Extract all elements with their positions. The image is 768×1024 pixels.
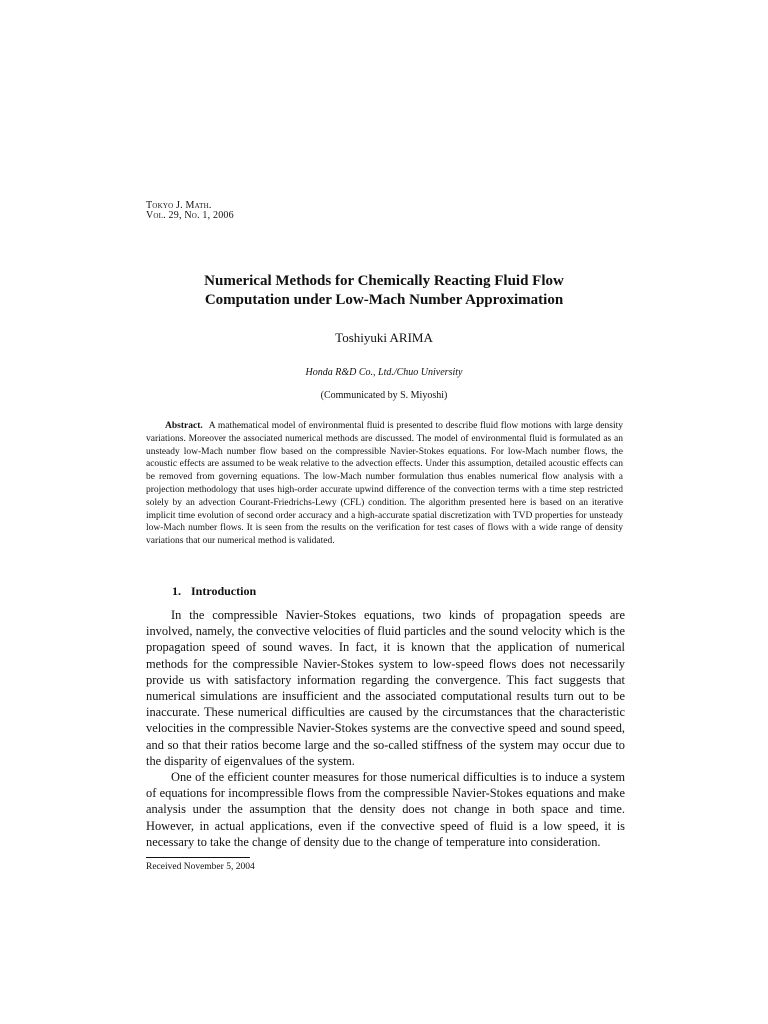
- journal-volume: Vol. 29, No. 1, 2006: [146, 210, 234, 221]
- section-heading: [172, 584, 256, 599]
- abstract-text: A mathematical model of environmental fluid is presented to describe fluid flow motions with large density variations. Moreover the associated numerical methods are discussed. The model of environmental fluid is formulated as an unsteady low-Mach number flow based on the compressible Navier-Stokes equations. For low-Mach number flows, the acoustic effects are assumed to be weak relative to the advection effects. Under this assumption, detailed acoustic effects can be removed from governing equations. The low-Mach number formulation thus enables numerical flow analysis with a projection methodology that uses high-order accurate upwind difference of the convection terms with a time step restricted solely by an advection Courant-Friedrichs-Lewy (CFL) condition. The algorithm presented here is based on an iterative implicit time evolution of second order accuracy and a high-accurate spatial discretization with TVD properties for unsteady low-Mach number flows. It is seen from the results on the verification for test cases of flows with a wide range of density variations that our numerical method is validated.: [146, 421, 623, 547]
- section-number: 1.: [172, 584, 181, 598]
- footnote-rule: [146, 857, 250, 858]
- author-affiliation: Honda R&D Co., Ltd./Chuo University: [305, 367, 463, 378]
- footnote: Received November 5, 2004: [146, 862, 255, 872]
- title-line-1: Numerical Methods for Chemically Reacting Fluid Flow: [204, 273, 564, 289]
- journal-header: [146, 201, 234, 221]
- author-name: Toshiyuki ARIMA: [335, 330, 433, 345]
- journal-name: Tokyo J. Math.: [146, 200, 212, 211]
- abstract-label: Abstract.: [165, 421, 203, 431]
- paragraph: One of the efficient counter measures for those numerical difficulties is to induce a system of equations for incompressible flows from the compressible Navier-Stokes equations and make analysis under the assumption that the density does not change in both space and time. However, in actual applications, even if the convective speed of fluid is a low speed, it is necessary to take the change of density due to the change of temperature into consideration.: [146, 770, 625, 849]
- section-body: [146, 607, 625, 850]
- communicated-by: (Communicated by S. Miyoshi): [320, 390, 448, 401]
- title-line-2: Computation under Low-Mach Number Approximation: [204, 292, 564, 308]
- section-title: Introduction: [191, 584, 257, 598]
- abstract: [146, 420, 623, 548]
- paper-title: [120, 272, 648, 310]
- paragraph: In the compressible Navier-Stokes equations, two kinds of propagation speeds are involved, namely, the convective velocities of fluid particles and the sound velocity which is the propagation speed of sound waves. In fact, it is known that the application of numerical methods for the compressible Navier-Stokes system to low-speed flows does not necessarily provide us with satisfactory information regarding the convergence. This fact suggests that numerical simulations are insufficient and the associated computational results turn out to be inaccurate. These numerical difficulties are caused by the circumstances that the characteristic velocities in the compressible Navier-Stokes systems are the convective speed and sound speed, and so that their ratios become large and the so-called stiffness of the system may occur due to the disparity of eigenvalues of the system.: [146, 608, 625, 768]
